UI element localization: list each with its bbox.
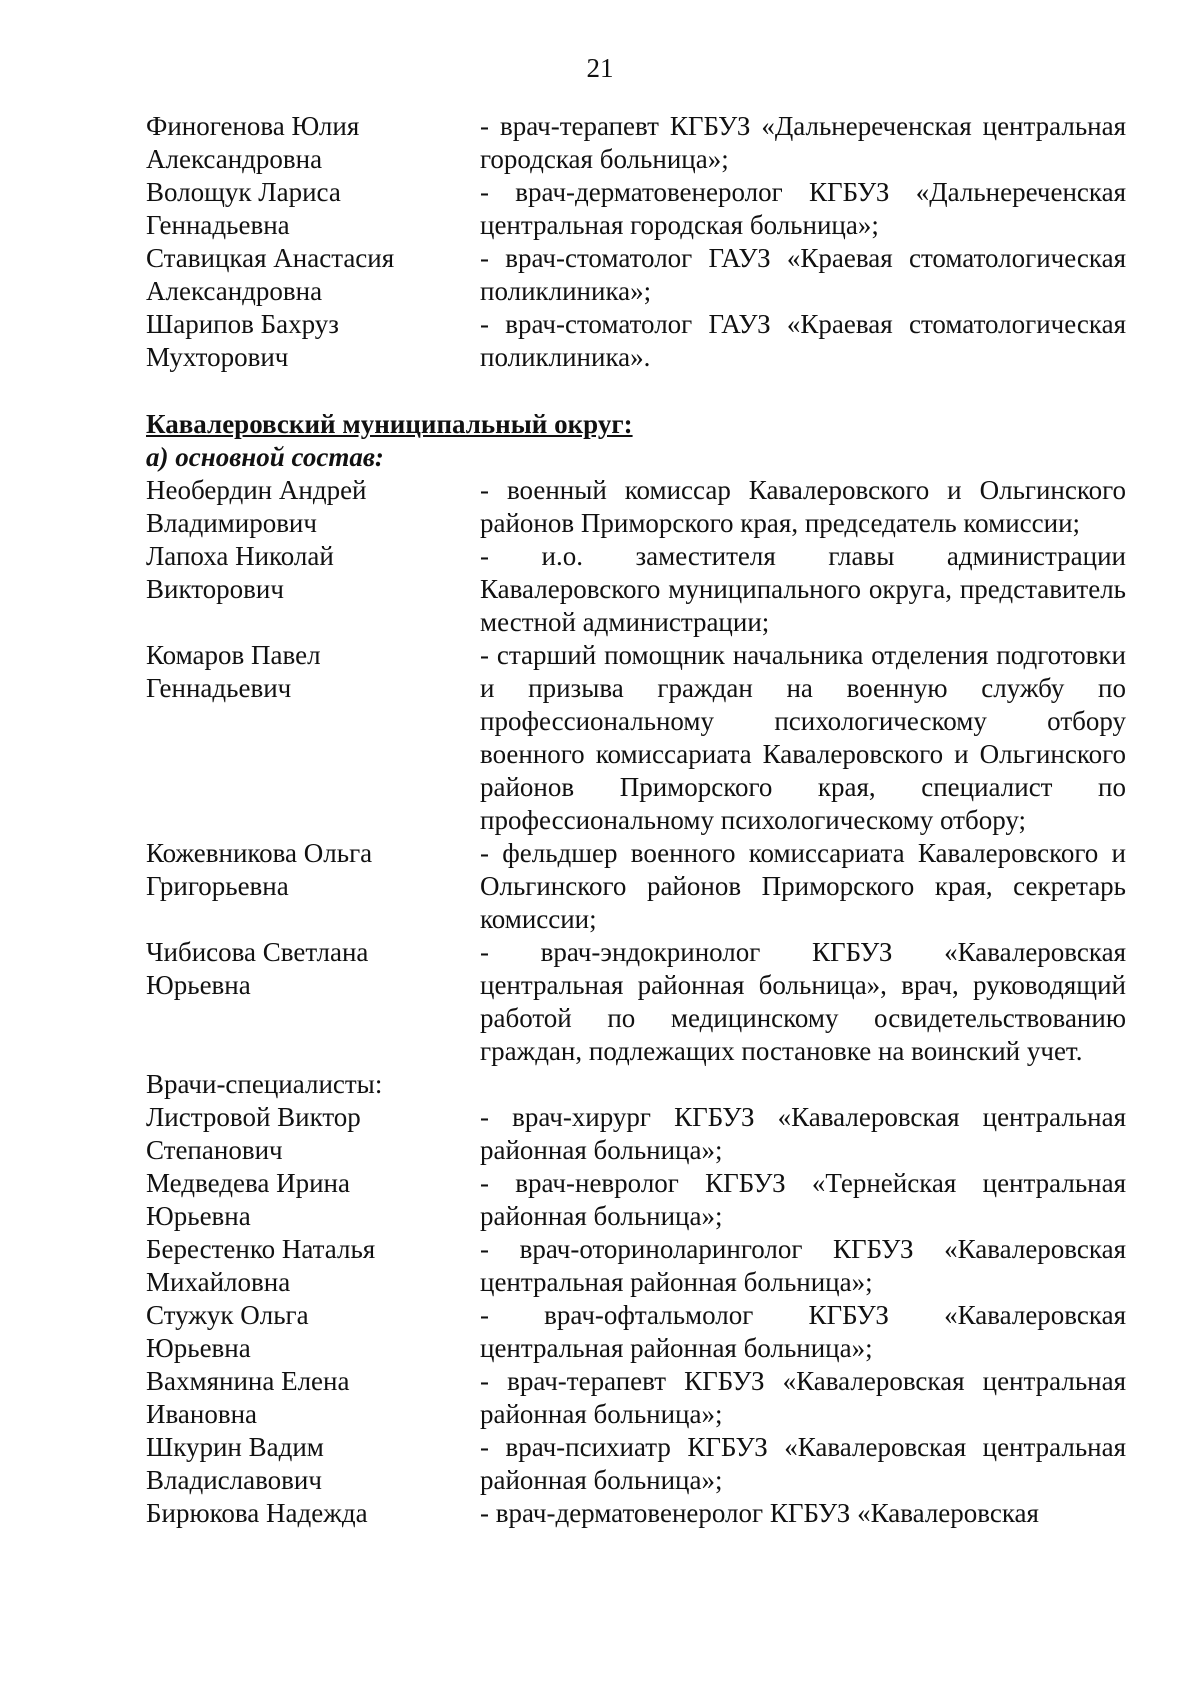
specialist-name-line: Стужук Ольга (146, 1300, 309, 1330)
member-name-line: Геннадьевич (146, 673, 292, 703)
member-name-line: Мухторович (146, 342, 289, 372)
member-name-line: Волощук Лариса (146, 177, 341, 207)
member-entry (146, 837, 1126, 936)
member-name-line: Александровна (146, 276, 323, 306)
member-name-line: Юрьевна (146, 970, 251, 1000)
specialist-name-line: Шкурин Вадим (146, 1432, 324, 1462)
member-entry (146, 110, 1126, 176)
specialist-name-line: Берестенко Наталья (146, 1234, 376, 1264)
specialist-entry (146, 1299, 1126, 1365)
member-name-line: Финогенова Юлия (146, 111, 360, 141)
specialist-name (146, 1497, 480, 1530)
member-name (146, 837, 480, 903)
specialist-entry (146, 1497, 1126, 1530)
member-name-line: Необердин Андрей (146, 475, 367, 505)
member-name-line: Викторович (146, 574, 284, 604)
specialists-label: Врачи-специалисты: (146, 1069, 383, 1099)
specialist-name (146, 1233, 480, 1299)
specialist-role: - врач-хирург КГБУЗ «Кавалеровская центральная районная больница»; (480, 1102, 1126, 1165)
member-role: - старший помощник начальника отделения подготовки и призыва граждан на военную службу по профессиональному психологическому отбору военного комиссариата Кавалеровского и Ольгинского районов Приморского края, специалист по профессиональному психологическому отбору; (480, 640, 1126, 835)
specialist-entry (146, 1101, 1126, 1167)
specialist-name (146, 1365, 480, 1431)
specialist-entry (146, 1233, 1126, 1299)
specialist-name-line: Михайловна (146, 1267, 291, 1297)
specialist-name-line: Бирюкова Надежда (146, 1498, 368, 1528)
member-role: - и.о. заместителя главы администрации Кавалеровского муниципального округа, представитель местной администрации; (480, 541, 1126, 637)
member-role: - врач-дерматовенеролог КГБУЗ «Дальнереченская центральная городская больница»; (480, 177, 1126, 240)
specialist-name-line: Вахмянина Елена (146, 1366, 350, 1396)
page-number: 21 (586, 53, 614, 83)
member-entry (146, 176, 1126, 242)
section-subheading: а) основной состав: (146, 442, 384, 472)
specialist-entry (146, 1365, 1126, 1431)
document-body (146, 110, 1126, 1530)
member-entry (146, 242, 1126, 308)
member-name (146, 176, 480, 242)
specialist-name-line: Юрьевна (146, 1333, 251, 1363)
member-name-line: Григорьевна (146, 871, 289, 901)
specialist-entry (146, 1167, 1126, 1233)
specialist-name-line: Листровой Виктор (146, 1102, 361, 1132)
member-name-line: Александровна (146, 144, 323, 174)
member-name (146, 308, 480, 374)
member-role: - врач-стоматолог ГАУЗ «Краевая стоматологическая поликлиника»; (480, 243, 1126, 306)
member-role: - фельдшер военного комиссариата Кавалеровского и Ольгинского районов Приморского края, секретарь комиссии; (480, 838, 1126, 934)
specialist-role: - врач-офтальмолог КГБУЗ «Кавалеровская центральная районная больница»; (480, 1300, 1126, 1363)
member-name-line: Комаров Павел (146, 640, 321, 670)
member-entry (146, 936, 1126, 1068)
specialist-role: - врач-оториноларинголог КГБУЗ «Кавалеровская центральная районная больница»; (480, 1234, 1126, 1297)
member-name (146, 242, 480, 308)
member-name-line: Ставицкая Анастасия (146, 243, 395, 273)
member-role: - врач-терапевт КГБУЗ «Дальнереченская центральная городская больница»; (480, 111, 1126, 174)
specialist-role: - врач-невролог КГБУЗ «Тернейская центральная районная больница»; (480, 1168, 1126, 1231)
specialist-name (146, 1431, 480, 1497)
member-name-line: Геннадьевна (146, 210, 290, 240)
member-name (146, 540, 480, 606)
specialist-name-line: Медведева Ирина (146, 1168, 350, 1198)
member-name-line: Кожевникова Ольга (146, 838, 373, 868)
specialist-name-line: Юрьевна (146, 1201, 251, 1231)
specialist-name-line: Владиславович (146, 1465, 322, 1495)
member-name (146, 110, 480, 176)
member-name (146, 474, 480, 540)
member-role: - врач-стоматолог ГАУЗ «Краевая стоматологическая поликлиника». (480, 309, 1126, 372)
member-role: - врач-эндокринолог КГБУЗ «Кавалеровская центральная районная больница», врач, руководящий работой по медицинскому освидетельствованию граждан, подлежащих постановке на воинский учет. (480, 937, 1126, 1066)
member-entry (146, 308, 1126, 374)
specialist-name-line: Ивановна (146, 1399, 258, 1429)
member-name (146, 936, 480, 1002)
specialist-name (146, 1101, 480, 1167)
member-name-line: Шарипов Бахруз (146, 309, 339, 339)
member-role: - военный комиссар Кавалеровского и Ольгинского районов Приморского края, председатель комиссии; (480, 475, 1126, 538)
member-name-line: Чибисова Светлана (146, 937, 369, 967)
specialist-role: - врач-терапевт КГБУЗ «Кавалеровская центральная районная больница»; (480, 1366, 1126, 1429)
specialist-role: - врач-психиатр КГБУЗ «Кавалеровская центральная районная больница»; (480, 1432, 1126, 1495)
member-entry (146, 474, 1126, 540)
member-name (146, 639, 480, 705)
member-entry (146, 639, 1126, 837)
member-name-line: Владимирович (146, 508, 317, 538)
member-entry (146, 540, 1126, 639)
specialist-entry (146, 1431, 1126, 1497)
section-heading: Кавалеровский муниципальный округ: (146, 409, 633, 439)
specialist-name (146, 1299, 480, 1365)
specialist-name (146, 1167, 480, 1233)
member-name-line: Лапоха Николай (146, 541, 334, 571)
specialist-name-line: Степанович (146, 1135, 283, 1165)
specialist-role: - врач-дерматовенеролог КГБУЗ «Кавалеровская (480, 1498, 1039, 1528)
